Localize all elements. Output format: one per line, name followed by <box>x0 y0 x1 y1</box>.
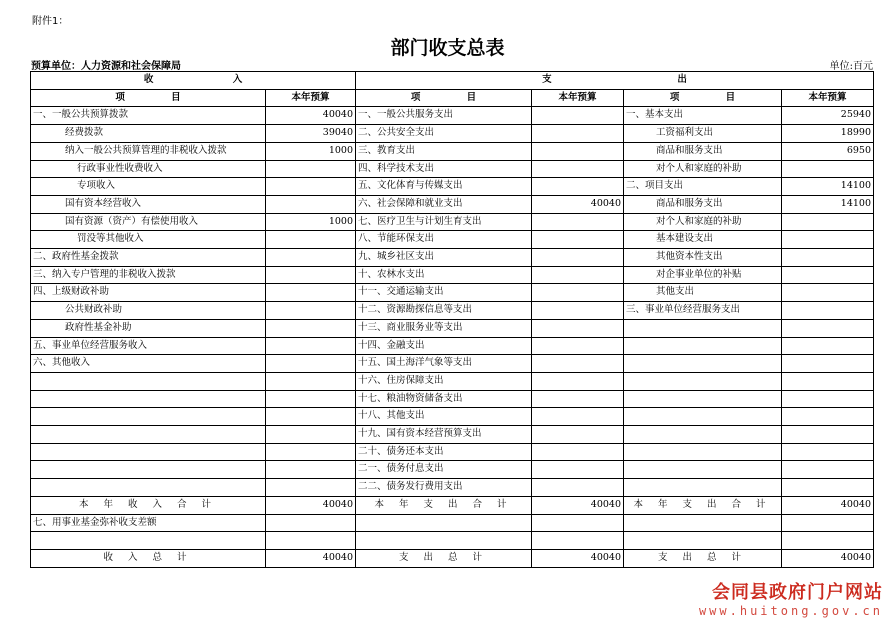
expense-function-budget-cell <box>532 532 624 550</box>
expense-function-budget-cell <box>532 390 624 408</box>
expense-function-item-cell: 二二、债务发行费用支出 <box>356 479 532 497</box>
expense-function-item-cell: 二十、债务还本支出 <box>356 443 532 461</box>
income-budget-cell <box>266 337 356 355</box>
table-subheader-row <box>31 89 874 107</box>
income-item-cell: 国有资本经营收入 <box>31 195 266 213</box>
income-item-cell: 国有资源（资产）有偿使用收入 <box>31 213 266 231</box>
currency-unit-label: 单位:百元 <box>829 61 873 72</box>
expense-function-item-cell: 十九、国有资本经营预算支出 <box>356 426 532 444</box>
income-item-cell: 五、事业单位经营服务收入 <box>31 337 266 355</box>
income-item-cell <box>31 532 266 550</box>
expense-economic-item-cell: 对个人和家庭的补助 <box>624 213 782 231</box>
expense-function-budget-cell <box>532 266 624 284</box>
expense-function-budget-cell <box>532 178 624 196</box>
expense-function-item-cell: 本 年 支 出 合 计 <box>356 496 532 514</box>
expense-economic-item-cell <box>624 355 782 373</box>
expense-function-budget-cell: 40040 <box>532 549 624 567</box>
expense-economic-budget-cell <box>782 443 874 461</box>
income-budget-cell <box>266 178 356 196</box>
table-header-row <box>31 72 874 90</box>
table-row <box>31 160 874 178</box>
income-item-cell: 七、用事业基金弥补收支差额 <box>31 514 266 532</box>
table-row <box>31 266 874 284</box>
expense-economic-item-cell: 对企事业单位的补贴 <box>624 266 782 284</box>
expense-economic-budget-cell: 6950 <box>782 142 874 160</box>
table-row <box>31 284 874 302</box>
expense-economic-item-cell <box>624 390 782 408</box>
expense-function-budget-cell <box>532 231 624 249</box>
expense-function-item-cell: 二、公共安全支出 <box>356 125 532 143</box>
expense-economic-budget-cell <box>782 337 874 355</box>
income-budget-header: 本年预算 <box>266 89 356 107</box>
income-budget-cell <box>266 390 356 408</box>
table-row <box>31 496 874 514</box>
expense-economic-budget-cell <box>782 426 874 444</box>
expense-economic-budget-cell: 40040 <box>782 496 874 514</box>
expense-function-item-cell: 二一、债务付息支出 <box>356 461 532 479</box>
income-budget-cell <box>266 514 356 532</box>
expense-economic-item-cell <box>624 372 782 390</box>
expense-economic-budget-cell <box>782 408 874 426</box>
expense-economic-budget-cell <box>782 302 874 320</box>
expense-function-budget-cell <box>532 355 624 373</box>
expense-function-item-cell <box>356 532 532 550</box>
expense-function-budget-cell <box>532 514 624 532</box>
table-row <box>31 355 874 373</box>
expense-economic-budget-cell: 18990 <box>782 125 874 143</box>
table-row <box>31 178 874 196</box>
income-budget-cell <box>266 160 356 178</box>
income-item-cell: 三、纳入专户管理的非税收入拨款 <box>31 266 266 284</box>
expense-economic-item-cell <box>624 532 782 550</box>
expense-function-budget-cell <box>532 479 624 497</box>
expense-function-item-cell: 八、节能环保支出 <box>356 231 532 249</box>
table-row <box>31 319 874 337</box>
expense-function-item-cell: 十六、住房保障支出 <box>356 372 532 390</box>
table-row <box>31 461 874 479</box>
expense-economic-item-cell: 一、基本支出 <box>624 107 782 125</box>
watermark-site-name: 会同县政府门户网站 <box>712 582 883 603</box>
expense-economic-item-cell <box>624 514 782 532</box>
expense-economic-item-cell: 基本建设支出 <box>624 231 782 249</box>
expense-function-budget-cell <box>532 125 624 143</box>
income-item-cell: 专项收入 <box>31 178 266 196</box>
site-watermark <box>699 578 883 618</box>
expense-function-item-cell: 四、科学技术支出 <box>356 160 532 178</box>
income-item-cell: 公共财政补助 <box>31 302 266 320</box>
expense-economic-budget-cell <box>782 390 874 408</box>
expense-function-budget-cell <box>532 443 624 461</box>
expense-economic-budget-cell: 14100 <box>782 178 874 196</box>
expense-economic-item-cell: 二、项目支出 <box>624 178 782 196</box>
expense-economic-budget-cell <box>782 284 874 302</box>
income-item-cell: 四、上级财政补助 <box>31 284 266 302</box>
expense-economic-item-cell <box>624 319 782 337</box>
income-item-cell: 行政事业性收费收入 <box>31 160 266 178</box>
expense-economic-budget-cell <box>782 514 874 532</box>
table-row <box>31 107 874 125</box>
income-item-cell <box>31 479 266 497</box>
income-item-cell: 经费拨款 <box>31 125 266 143</box>
expense-function-item-cell: 十二、资源勘探信息等支出 <box>356 302 532 320</box>
expense-economic-item-cell: 三、事业单位经营服务支出 <box>624 302 782 320</box>
expense-function-budget-cell <box>532 426 624 444</box>
budget-unit-label: 预算单位：人力资源和社会保障局 <box>31 61 181 72</box>
income-budget-cell <box>266 195 356 213</box>
income-budget-cell <box>266 266 356 284</box>
expense-function-item-cell: 六、社会保障和就业支出 <box>356 195 532 213</box>
income-item-cell <box>31 443 266 461</box>
income-item-cell <box>31 408 266 426</box>
expense-function-budget-cell <box>532 284 624 302</box>
table-row <box>31 213 874 231</box>
expense-function-item-cell: 十三、商业服务业等支出 <box>356 319 532 337</box>
table-row <box>31 372 874 390</box>
expense-function-item-cell: 十四、金融支出 <box>356 337 532 355</box>
income-budget-cell: 40040 <box>266 107 356 125</box>
income-budget-cell <box>266 408 356 426</box>
watermark-url: www.huitong.gov.cn <box>698 604 883 618</box>
expense-economic-item-cell: 商品和服务支出 <box>624 195 782 213</box>
expense-economic-budget-cell: 25940 <box>782 107 874 125</box>
table-row <box>31 195 874 213</box>
income-budget-cell: 1000 <box>266 142 356 160</box>
expense-function-item-cell: 十、农林水支出 <box>356 266 532 284</box>
income-budget-cell <box>266 355 356 373</box>
page-title: 部门收支总表 <box>390 37 505 59</box>
income-item-cell: 二、政府性基金拨款 <box>31 249 266 267</box>
expense-economic-budget-cell <box>782 249 874 267</box>
expense-economic-budget-cell <box>782 372 874 390</box>
expense-economic-budget-cell <box>782 231 874 249</box>
income-budget-cell <box>266 249 356 267</box>
expense-function-budget-cell: 40040 <box>532 195 624 213</box>
expense-function-budget-cell <box>532 160 624 178</box>
income-budget-cell <box>266 443 356 461</box>
expense-economic-budget-cell: 14100 <box>782 195 874 213</box>
income-item-cell <box>31 461 266 479</box>
expense-function-budget-cell <box>532 319 624 337</box>
income-budget-cell <box>266 461 356 479</box>
income-item-cell <box>31 372 266 390</box>
expense-function-item-cell: 支 出 总 计 <box>356 549 532 567</box>
expense-economic-item-cell <box>624 337 782 355</box>
expense-economic-budget-cell <box>782 532 874 550</box>
expense-function-budget-cell <box>532 302 624 320</box>
table-row <box>31 443 874 461</box>
table-row <box>31 549 874 567</box>
expense-economic-item-cell: 支 出 总 计 <box>624 549 782 567</box>
income-item-cell: 六、其他收入 <box>31 355 266 373</box>
expense-economic-item-cell <box>624 408 782 426</box>
expense-function-item-cell: 一、一般公共服务支出 <box>356 107 532 125</box>
expense-economic-item-cell <box>624 479 782 497</box>
expense-economic-budget-cell <box>782 160 874 178</box>
income-budget-cell <box>266 426 356 444</box>
expense-economic-item-header: 项 目 <box>624 89 782 107</box>
income-budget-cell <box>266 231 356 249</box>
expense-economic-item-cell <box>624 443 782 461</box>
expense-economic-item-cell: 其他资本性支出 <box>624 249 782 267</box>
income-budget-cell <box>266 319 356 337</box>
income-header: 收 入 <box>31 72 356 90</box>
table-row <box>31 337 874 355</box>
income-budget-cell: 39040 <box>266 125 356 143</box>
expense-function-budget-header: 本年预算 <box>532 89 624 107</box>
expense-function-budget-cell <box>532 408 624 426</box>
expense-function-item-cell: 十七、粮油物资储备支出 <box>356 390 532 408</box>
expense-function-item-cell: 九、城乡社区支出 <box>356 249 532 267</box>
expense-economic-item-cell <box>624 426 782 444</box>
income-item-cell: 收 入 总 计 <box>31 549 266 567</box>
table-row <box>31 125 874 143</box>
expense-function-budget-cell <box>532 372 624 390</box>
income-budget-cell: 40040 <box>266 496 356 514</box>
expense-function-budget-cell <box>532 461 624 479</box>
expense-function-item-header: 项 目 <box>356 89 532 107</box>
expense-function-item-cell: 五、文化体育与传媒支出 <box>356 178 532 196</box>
table-row <box>31 302 874 320</box>
income-budget-cell <box>266 284 356 302</box>
income-item-header: 项 目 <box>31 89 266 107</box>
income-budget-cell <box>266 532 356 550</box>
budget-summary-table <box>30 71 874 568</box>
income-budget-cell <box>266 479 356 497</box>
table-row <box>31 479 874 497</box>
expense-function-budget-cell <box>532 213 624 231</box>
expense-function-item-cell: 三、教育支出 <box>356 142 532 160</box>
expense-economic-item-cell: 本 年 支 出 合 计 <box>624 496 782 514</box>
expense-economic-budget-cell <box>782 461 874 479</box>
expense-function-budget-cell: 40040 <box>532 496 624 514</box>
income-budget-cell: 1000 <box>266 213 356 231</box>
income-budget-cell: 40040 <box>266 549 356 567</box>
expense-function-item-cell: 十五、国土海洋气象等支出 <box>356 355 532 373</box>
expense-function-item-cell: 十一、交通运输支出 <box>356 284 532 302</box>
expense-economic-item-cell: 对个人和家庭的补助 <box>624 160 782 178</box>
expense-economic-budget-cell <box>782 319 874 337</box>
expense-economic-item-cell: 其他支出 <box>624 284 782 302</box>
income-item-cell: 政府性基金补助 <box>31 319 266 337</box>
expense-function-budget-cell <box>532 107 624 125</box>
expense-function-item-cell: 十八、其他支出 <box>356 408 532 426</box>
expense-function-budget-cell <box>532 249 624 267</box>
expense-economic-item-cell: 商品和服务支出 <box>624 142 782 160</box>
expense-economic-item-cell: 工资福利支出 <box>624 125 782 143</box>
income-budget-cell <box>266 372 356 390</box>
expense-function-item-cell <box>356 514 532 532</box>
table-row <box>31 514 874 532</box>
attachment-note: 附件1： <box>32 16 69 27</box>
expense-economic-budget-cell <box>782 355 874 373</box>
income-item-cell: 纳入一般公共预算管理的非税收入拨款 <box>31 142 266 160</box>
table-row <box>31 408 874 426</box>
expense-function-item-cell: 七、医疗卫生与计划生育支出 <box>356 213 532 231</box>
expense-function-budget-cell <box>532 337 624 355</box>
expense-header: 支 出 <box>356 72 874 90</box>
expense-economic-budget-cell <box>782 266 874 284</box>
income-item-cell: 一、一般公共预算拨款 <box>31 107 266 125</box>
expense-function-budget-cell <box>532 142 624 160</box>
table-row <box>31 426 874 444</box>
table-row <box>31 390 874 408</box>
table-row <box>31 249 874 267</box>
expense-economic-budget-cell: 40040 <box>782 549 874 567</box>
table-row <box>31 231 874 249</box>
income-budget-cell <box>266 302 356 320</box>
income-item-cell <box>31 390 266 408</box>
table-row <box>31 142 874 160</box>
income-item-cell <box>31 426 266 444</box>
expense-economic-budget-cell <box>782 479 874 497</box>
expense-economic-item-cell <box>624 461 782 479</box>
table-row <box>31 532 874 550</box>
expense-economic-budget-cell <box>782 213 874 231</box>
income-item-cell: 罚没等其他收入 <box>31 231 266 249</box>
income-item-cell: 本 年 收 入 合 计 <box>31 496 266 514</box>
expense-economic-budget-header: 本年预算 <box>782 89 874 107</box>
